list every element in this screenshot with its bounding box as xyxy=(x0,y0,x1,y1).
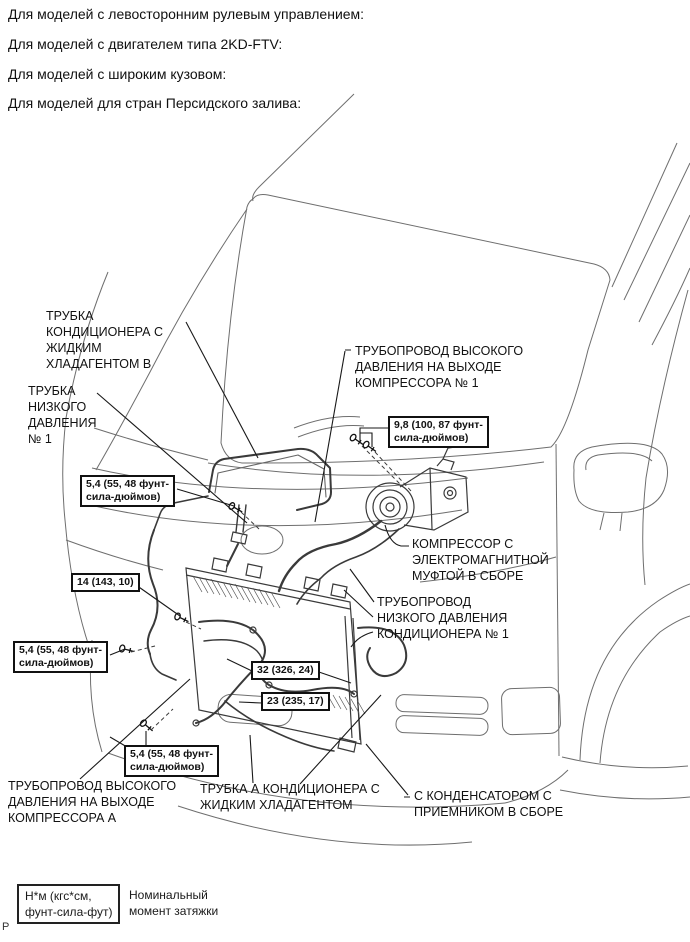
torque-line: сила-дюймов) xyxy=(86,491,161,503)
torque-line: 5,4 (55, 48 фунт- xyxy=(19,644,102,656)
label-line: ЭЛЕКТРОМАГНИТНОЙ xyxy=(412,553,549,567)
torque-box-23 xyxy=(261,692,330,711)
header-line-2: Для моделей с двигателем типа 2KD-FTV: xyxy=(8,36,283,52)
label-line: НИЗКОГО ДАВЛЕНИЯ xyxy=(377,611,508,625)
torque-line: 14 (143, 10) xyxy=(77,576,134,588)
header-line-4: Для моделей для стран Персидского залива: xyxy=(8,95,302,111)
legend-line: Н*м (кгс*см, xyxy=(25,889,92,903)
side-mirror xyxy=(574,443,668,512)
label-low-pressure-tube-1 xyxy=(28,383,97,447)
torque-box-5-4-left xyxy=(13,641,108,673)
header-line-1: Для моделей с левосторонним рулевым управлением: xyxy=(8,6,365,22)
label-high-pressure-line-1 xyxy=(355,343,523,391)
legend-line: момент затяжки xyxy=(129,904,219,918)
label-line: ТРУБОПРОВОД ВЫСОКОГО xyxy=(8,779,177,793)
label-low-pressure-line-1 xyxy=(377,594,509,642)
bolt-icon xyxy=(119,644,135,655)
label-line: КОНДИЦИОНЕРА № 1 xyxy=(377,627,509,641)
label-line: ЖИДКИМ xyxy=(46,341,102,355)
door-edge xyxy=(556,444,559,756)
torque-box-9-8 xyxy=(388,416,489,448)
torque-legend-description xyxy=(129,887,218,919)
label-line: КОМПРЕССОР С xyxy=(412,537,514,551)
bumper-opening-center-2 xyxy=(396,715,489,735)
torque-box-14 xyxy=(71,573,140,592)
label-line: ХЛАДАГЕНТОМ B xyxy=(46,357,152,371)
torque-legend-symbol-box xyxy=(17,884,120,924)
label-line: ТРУБОПРОВОД ВЫСОКОГО xyxy=(355,344,524,358)
label-line: ТРУБКА xyxy=(28,384,76,398)
label-line: ПРИЕМНИКОМ В СБОРЕ xyxy=(414,805,564,819)
label-high-pressure-line-a xyxy=(8,778,176,826)
label-line: ТРУБОПРОВОД xyxy=(377,595,472,609)
page-marker: P xyxy=(2,921,10,933)
bolt-icon xyxy=(139,719,155,734)
label-line: КОНДИЦИОНЕРА С xyxy=(46,325,163,339)
torque-line: 5,4 (55, 48 фунт- xyxy=(130,748,213,760)
torque-box-5-4-bottom xyxy=(124,745,219,777)
torque-line: сила-дюймов) xyxy=(19,657,94,669)
bumper-opening-right xyxy=(501,687,561,735)
callout-leader-lines xyxy=(80,322,410,797)
label-line: ДАВЛЕНИЯ xyxy=(28,416,97,430)
label-line: КОМПРЕССОРА A xyxy=(8,811,117,825)
torque-line: 9,8 (100, 87 фунт- xyxy=(394,419,483,431)
label-compressor xyxy=(412,536,549,584)
label-condenser-receiver xyxy=(414,788,563,820)
label-tube-a xyxy=(200,781,380,813)
van-body-outline xyxy=(63,94,690,845)
label-line: ДАВЛЕНИЯ НА ВЫХОДЕ xyxy=(355,360,502,374)
label-line: ДАВЛЕНИЯ НА ВЫХОДЕ xyxy=(8,795,155,809)
label-line: НИЗКОГО xyxy=(28,400,87,414)
label-line: № 1 xyxy=(28,432,52,446)
grille-badge xyxy=(241,526,283,554)
torque-line: сила-дюймов) xyxy=(394,432,469,444)
label-line: КОМПРЕССОРА № 1 xyxy=(355,376,479,390)
label-line: МУФТОЙ В СБОРЕ xyxy=(412,569,524,583)
torque-line: 32 (326, 24) xyxy=(257,664,314,676)
label-line: ТРУБКА xyxy=(46,309,94,323)
legend-line: Номинальный xyxy=(129,888,208,902)
wheel-arch xyxy=(580,584,690,760)
label-liquid-tube-b xyxy=(46,308,163,372)
torque-line: 23 (235, 17) xyxy=(267,695,324,707)
torque-line: 5,4 (55, 48 фунт- xyxy=(86,478,169,490)
label-line: С КОНДЕНСАТОРОМ С xyxy=(414,789,552,803)
torque-box-32 xyxy=(251,661,320,680)
condenser xyxy=(186,558,365,752)
label-line: ЖИДКИМ ХЛАДАГЕНТОМ xyxy=(200,798,353,812)
legend-line: фунт-сила-фут) xyxy=(25,905,113,919)
bumper-opening-center-1 xyxy=(396,694,489,714)
torque-line: сила-дюймов) xyxy=(130,761,205,773)
torque-box-5-4-top xyxy=(80,475,175,507)
label-line: ТРУБКА А КОНДИЦИОНЕРА С xyxy=(200,782,380,796)
header-line-3: Для моделей с широким кузовом: xyxy=(8,66,227,82)
